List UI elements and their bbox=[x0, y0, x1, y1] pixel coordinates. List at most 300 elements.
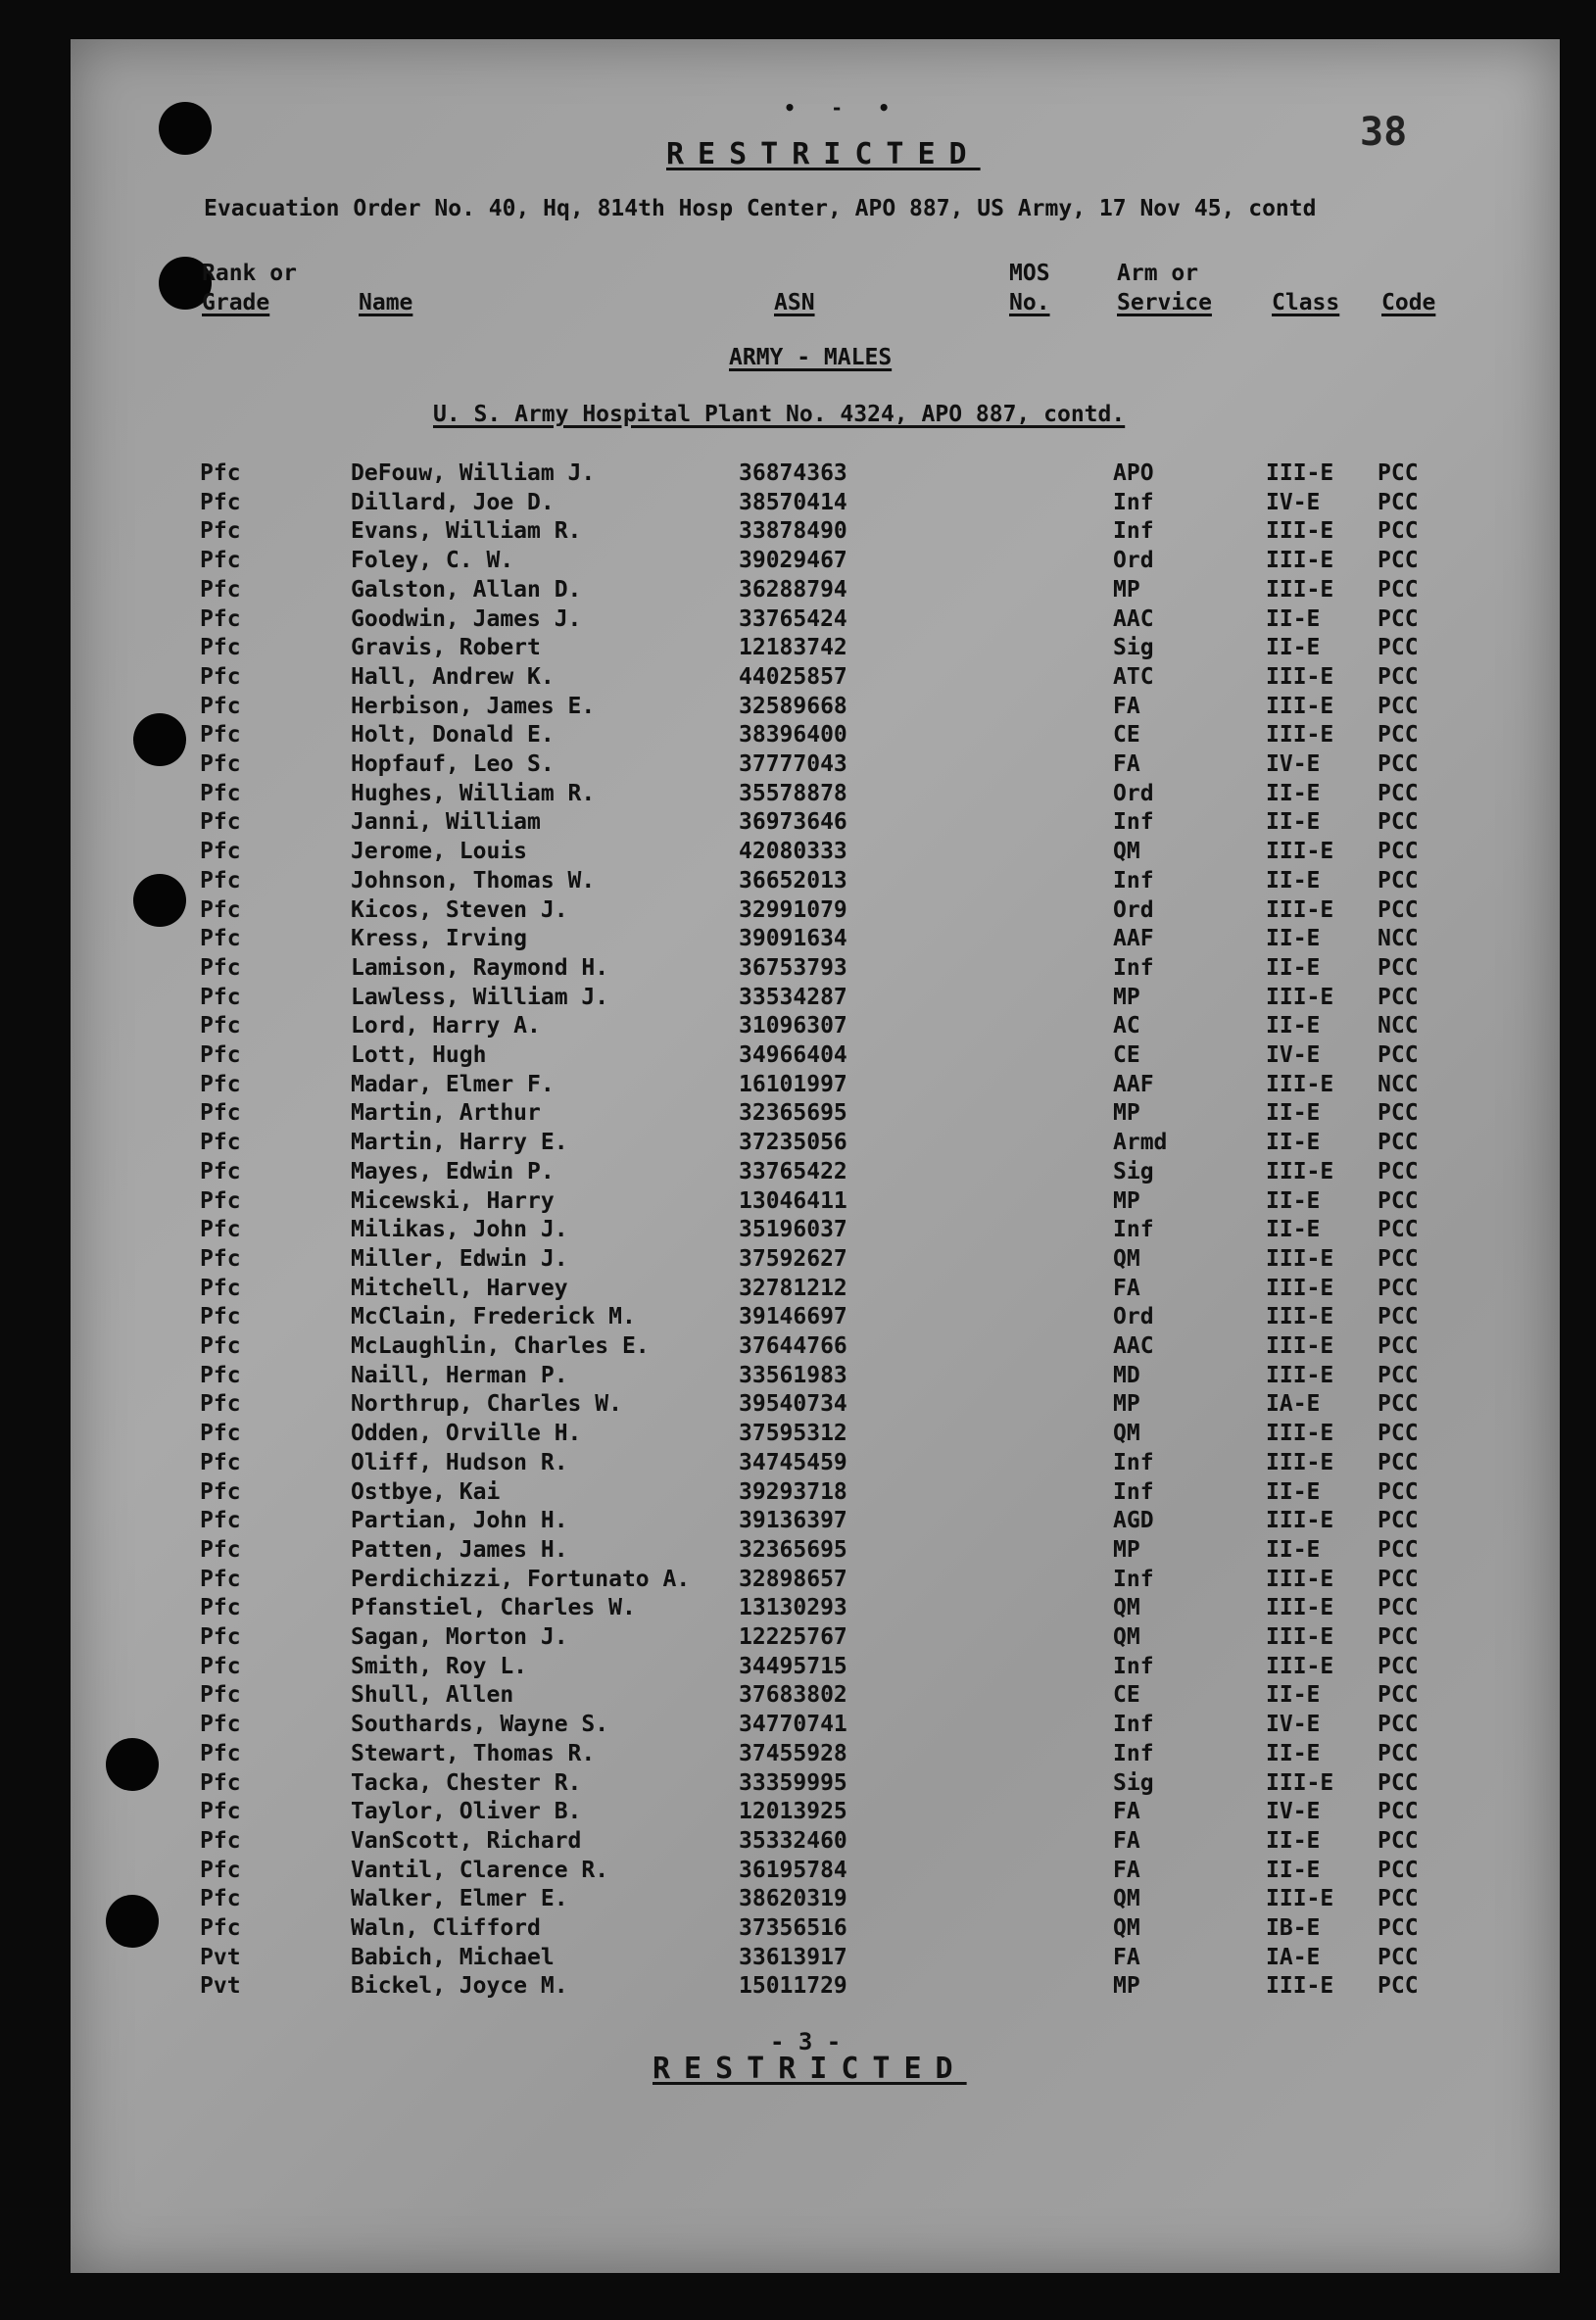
table-row bbox=[0, 897, 1596, 927]
cell-code: PCC bbox=[1378, 518, 1419, 544]
cell-asn: 13046411 bbox=[739, 1188, 847, 1214]
cell-grade: Pfc bbox=[200, 1508, 241, 1533]
cell-code: NCC bbox=[1378, 1013, 1419, 1039]
cell-asn: 33765424 bbox=[739, 606, 847, 632]
cell-asn: 37592627 bbox=[739, 1246, 847, 1272]
cell-asn: 36652013 bbox=[739, 868, 847, 894]
cell-asn: 33878490 bbox=[739, 518, 847, 544]
table-row bbox=[0, 1537, 1596, 1567]
cell-name: Galston, Allan D. bbox=[351, 577, 582, 603]
cell-class: II-E bbox=[1266, 1217, 1321, 1242]
cell-class: III-E bbox=[1266, 1886, 1334, 1911]
cell-arm: Ord bbox=[1113, 548, 1154, 573]
cell-asn: 38620319 bbox=[739, 1886, 847, 1911]
cell-arm: AGD bbox=[1113, 1508, 1154, 1533]
cell-code: PCC bbox=[1378, 1945, 1419, 1970]
cell-asn: 12013925 bbox=[739, 1799, 847, 1824]
cell-code: PCC bbox=[1378, 1828, 1419, 1854]
cell-name: Taylor, Oliver B. bbox=[351, 1799, 582, 1824]
table-row bbox=[0, 1130, 1596, 1159]
table-row bbox=[0, 518, 1596, 548]
cell-class: III-E bbox=[1266, 1624, 1334, 1650]
table-row bbox=[0, 1217, 1596, 1246]
table-row bbox=[0, 1945, 1596, 1974]
cell-arm: QM bbox=[1113, 1915, 1140, 1941]
table-row bbox=[0, 1741, 1596, 1770]
cell-asn: 39293718 bbox=[739, 1479, 847, 1505]
cell-name: Martin, Harry E. bbox=[351, 1130, 568, 1155]
cell-code: PCC bbox=[1378, 1217, 1419, 1242]
cell-arm: QM bbox=[1113, 1624, 1140, 1650]
table-row bbox=[0, 1450, 1596, 1479]
cell-class: II-E bbox=[1266, 1479, 1321, 1505]
cell-name: Vantil, Clarence R. bbox=[351, 1858, 609, 1883]
cell-name: Goodwin, James J. bbox=[351, 606, 582, 632]
cell-code: PCC bbox=[1378, 577, 1419, 603]
cell-arm: MP bbox=[1113, 1391, 1140, 1417]
cell-name: VanScott, Richard bbox=[351, 1828, 582, 1854]
cell-arm: QM bbox=[1113, 1595, 1140, 1620]
punch-hole bbox=[159, 102, 212, 155]
cell-arm: CE bbox=[1113, 1682, 1140, 1708]
cell-name: Foley, C. W. bbox=[351, 548, 514, 573]
cell-grade: Pfc bbox=[200, 926, 241, 951]
cell-asn: 34745459 bbox=[739, 1450, 847, 1475]
cell-class: II-E bbox=[1266, 781, 1321, 806]
cell-arm: QM bbox=[1113, 839, 1140, 864]
cell-class: IV-E bbox=[1266, 490, 1321, 515]
cell-code: PCC bbox=[1378, 955, 1419, 981]
cell-grade: Pfc bbox=[200, 1042, 241, 1068]
cell-asn: 33561983 bbox=[739, 1363, 847, 1388]
table-row bbox=[0, 926, 1596, 955]
cell-class: III-E bbox=[1266, 1304, 1334, 1329]
cell-name: Kress, Irving bbox=[351, 926, 528, 951]
table-row bbox=[0, 781, 1596, 810]
table-row bbox=[0, 635, 1596, 664]
cell-code: NCC bbox=[1378, 1072, 1419, 1097]
cell-name: Johnson, Thomas W. bbox=[351, 868, 596, 894]
cell-name: Pfanstiel, Charles W. bbox=[351, 1595, 636, 1620]
cell-asn: 15011729 bbox=[739, 1973, 847, 1999]
cell-code: PCC bbox=[1378, 1333, 1419, 1359]
table-row bbox=[0, 722, 1596, 751]
cell-name: Lawless, William J. bbox=[351, 985, 609, 1010]
cell-arm: Inf bbox=[1113, 1217, 1154, 1242]
cell-class: II-E bbox=[1266, 1100, 1321, 1126]
cell-class: III-E bbox=[1266, 1421, 1334, 1446]
cell-name: Partian, John H. bbox=[351, 1508, 568, 1533]
cell-code: PCC bbox=[1378, 1450, 1419, 1475]
cell-code: PCC bbox=[1378, 1276, 1419, 1301]
cell-arm: MP bbox=[1113, 1100, 1140, 1126]
cell-code: PCC bbox=[1378, 1421, 1419, 1446]
cell-name: Oliff, Hudson R. bbox=[351, 1450, 568, 1475]
cell-asn: 16101997 bbox=[739, 1072, 847, 1097]
table-row bbox=[0, 985, 1596, 1014]
cell-grade: Pfc bbox=[200, 635, 241, 660]
cell-class: II-E bbox=[1266, 1828, 1321, 1854]
cell-grade: Pfc bbox=[200, 751, 241, 777]
col-mos-line2: No. bbox=[1009, 290, 1050, 315]
cell-code: PCC bbox=[1378, 751, 1419, 777]
table-row bbox=[0, 1246, 1596, 1276]
cell-asn: 34966404 bbox=[739, 1042, 847, 1068]
cell-code: PCC bbox=[1378, 897, 1419, 923]
cell-grade: Pfc bbox=[200, 577, 241, 603]
cell-asn: 34770741 bbox=[739, 1712, 847, 1737]
cell-code: PCC bbox=[1378, 1508, 1419, 1533]
cell-grade: Pfc bbox=[200, 694, 241, 719]
cell-name: Micewski, Harry bbox=[351, 1188, 555, 1214]
cell-arm: APO bbox=[1113, 460, 1154, 486]
cell-class: II-E bbox=[1266, 606, 1321, 632]
order-line: Evacuation Order No. 40, Hq, 814th Hosp Center, APO 887, US Army, 17 Nov 45, contd bbox=[204, 196, 1317, 221]
cell-code: PCC bbox=[1378, 1042, 1419, 1068]
cell-asn: 32365695 bbox=[739, 1537, 847, 1563]
cell-name: Hall, Andrew K. bbox=[351, 664, 555, 690]
cell-name: Perdichizzi, Fortunato A. bbox=[351, 1567, 691, 1592]
cell-code: PCC bbox=[1378, 548, 1419, 573]
cell-grade: Pfc bbox=[200, 955, 241, 981]
cell-arm: Sig bbox=[1113, 1159, 1154, 1184]
cell-class: III-E bbox=[1266, 664, 1334, 690]
cell-arm: AAF bbox=[1113, 926, 1154, 951]
cell-code: PCC bbox=[1378, 809, 1419, 835]
cell-arm: AC bbox=[1113, 1013, 1140, 1039]
col-mos-line1: MOS bbox=[1009, 261, 1050, 286]
table-row bbox=[0, 1391, 1596, 1421]
cell-class: IV-E bbox=[1266, 751, 1321, 777]
cell-grade: Pfc bbox=[200, 1217, 241, 1242]
cell-asn: 37683802 bbox=[739, 1682, 847, 1708]
table-row bbox=[0, 1858, 1596, 1887]
cell-class: III-E bbox=[1266, 1159, 1334, 1184]
cell-class: II-E bbox=[1266, 926, 1321, 951]
cell-code: PCC bbox=[1378, 1391, 1419, 1417]
cell-arm: MP bbox=[1113, 577, 1140, 603]
cell-class: III-E bbox=[1266, 518, 1334, 544]
table-row bbox=[0, 955, 1596, 985]
cell-name: Bickel, Joyce M. bbox=[351, 1973, 568, 1999]
cell-grade: Pfc bbox=[200, 1537, 241, 1563]
cell-arm: AAC bbox=[1113, 1333, 1154, 1359]
table-row bbox=[0, 664, 1596, 694]
table-row bbox=[0, 1188, 1596, 1218]
table-row bbox=[0, 1072, 1596, 1101]
cell-class: III-E bbox=[1266, 1654, 1334, 1679]
cell-class: II-E bbox=[1266, 809, 1321, 835]
cell-arm: QM bbox=[1113, 1886, 1140, 1911]
cell-grade: Pfc bbox=[200, 1915, 241, 1941]
cell-name: Miller, Edwin J. bbox=[351, 1246, 568, 1272]
cell-class: II-E bbox=[1266, 1537, 1321, 1563]
cell-grade: Pfc bbox=[200, 809, 241, 835]
cell-code: PCC bbox=[1378, 1973, 1419, 1999]
cell-class: III-E bbox=[1266, 1363, 1334, 1388]
cell-class: III-E bbox=[1266, 1246, 1334, 1272]
cell-name: Kicos, Steven J. bbox=[351, 897, 568, 923]
table-row bbox=[0, 839, 1596, 868]
cell-name: Herbison, James E. bbox=[351, 694, 596, 719]
cell-name: Mitchell, Harvey bbox=[351, 1276, 568, 1301]
table-row bbox=[0, 1333, 1596, 1363]
cell-grade: Pfc bbox=[200, 1100, 241, 1126]
cell-grade: Pfc bbox=[200, 1130, 241, 1155]
table-row bbox=[0, 868, 1596, 897]
cell-grade: Pfc bbox=[200, 1188, 241, 1214]
table-row bbox=[0, 1712, 1596, 1741]
cell-asn: 12225767 bbox=[739, 1624, 847, 1650]
cell-class: III-E bbox=[1266, 1973, 1334, 1999]
cell-code: PCC bbox=[1378, 1100, 1419, 1126]
cell-arm: Inf bbox=[1113, 955, 1154, 981]
cell-name: McLaughlin, Charles E. bbox=[351, 1333, 650, 1359]
cell-code: PCC bbox=[1378, 1858, 1419, 1883]
table-row bbox=[0, 1595, 1596, 1624]
cell-name: Waln, Clifford bbox=[351, 1915, 541, 1941]
cell-name: Sagan, Morton J. bbox=[351, 1624, 568, 1650]
cell-name: Odden, Orville H. bbox=[351, 1421, 582, 1446]
cell-grade: Pfc bbox=[200, 1567, 241, 1592]
cell-name: Jerome, Louis bbox=[351, 839, 528, 864]
col-arm-line1: Arm or bbox=[1117, 261, 1199, 286]
cell-asn: 38570414 bbox=[739, 490, 847, 515]
cell-asn: 37595312 bbox=[739, 1421, 847, 1446]
cell-asn: 37777043 bbox=[739, 751, 847, 777]
cell-code: PCC bbox=[1378, 781, 1419, 806]
cell-grade: Pfc bbox=[200, 1624, 241, 1650]
cell-arm: Ord bbox=[1113, 1304, 1154, 1329]
cell-name: Smith, Roy L. bbox=[351, 1654, 528, 1679]
cell-name: Southards, Wayne S. bbox=[351, 1712, 609, 1737]
cell-grade: Pfc bbox=[200, 1741, 241, 1766]
cell-grade: Pfc bbox=[200, 1159, 241, 1184]
cell-class: II-E bbox=[1266, 1682, 1321, 1708]
cell-grade: Pfc bbox=[200, 839, 241, 864]
cell-asn: 33765422 bbox=[739, 1159, 847, 1184]
cell-code: PCC bbox=[1378, 694, 1419, 719]
cell-grade: Pfc bbox=[200, 1013, 241, 1039]
cell-class: III-E bbox=[1266, 1333, 1334, 1359]
cell-arm: Inf bbox=[1113, 1712, 1154, 1737]
section-army-males: ARMY - MALES bbox=[729, 345, 893, 370]
cell-grade: Pfc bbox=[200, 548, 241, 573]
cell-class: IV-E bbox=[1266, 1712, 1321, 1737]
page-number: - 3 - bbox=[770, 2028, 842, 2055]
cell-grade: Pfc bbox=[200, 1886, 241, 1911]
cell-asn: 35578878 bbox=[739, 781, 847, 806]
cell-asn: 42080333 bbox=[739, 839, 847, 864]
cell-name: Walker, Elmer E. bbox=[351, 1886, 568, 1911]
cell-asn: 32365695 bbox=[739, 1100, 847, 1126]
cell-asn: 39029467 bbox=[739, 548, 847, 573]
cell-arm: QM bbox=[1113, 1421, 1140, 1446]
table-row bbox=[0, 809, 1596, 839]
restricted-footer: RESTRICTED bbox=[653, 2052, 967, 2086]
cell-arm: CE bbox=[1113, 722, 1140, 748]
cell-class: IB-E bbox=[1266, 1915, 1321, 1941]
cell-code: PCC bbox=[1378, 1188, 1419, 1214]
cell-asn: 36973646 bbox=[739, 809, 847, 835]
cell-grade: Pfc bbox=[200, 1421, 241, 1446]
cell-code: PCC bbox=[1378, 868, 1419, 894]
cell-arm: ATC bbox=[1113, 664, 1154, 690]
table-row bbox=[0, 606, 1596, 636]
table-row bbox=[0, 694, 1596, 723]
cell-class: III-E bbox=[1266, 694, 1334, 719]
cell-asn: 39136397 bbox=[739, 1508, 847, 1533]
table-row bbox=[0, 1886, 1596, 1915]
cell-arm: MP bbox=[1113, 1973, 1140, 1999]
table-row bbox=[0, 1100, 1596, 1130]
cell-code: PCC bbox=[1378, 1304, 1419, 1329]
cell-name: Hopfauf, Leo S. bbox=[351, 751, 555, 777]
table-row bbox=[0, 1915, 1596, 1945]
cell-code: PCC bbox=[1378, 1712, 1419, 1737]
cell-asn: 32781212 bbox=[739, 1276, 847, 1301]
table-row bbox=[0, 1276, 1596, 1305]
cell-class: III-E bbox=[1266, 1072, 1334, 1097]
cell-arm: FA bbox=[1113, 1799, 1140, 1824]
cell-asn: 36195784 bbox=[739, 1858, 847, 1883]
cell-name: Janni, William bbox=[351, 809, 541, 835]
cell-arm: FA bbox=[1113, 1828, 1140, 1854]
page-corner-mark: 38 bbox=[1360, 110, 1408, 155]
cell-class: II-E bbox=[1266, 1130, 1321, 1155]
cell-grade: Pfc bbox=[200, 1072, 241, 1097]
cell-class: II-E bbox=[1266, 868, 1321, 894]
cell-code: PCC bbox=[1378, 1363, 1419, 1388]
cell-class: IV-E bbox=[1266, 1042, 1321, 1068]
cell-arm: MP bbox=[1113, 1188, 1140, 1214]
cell-arm: FA bbox=[1113, 1945, 1140, 1970]
cell-grade: Pfc bbox=[200, 460, 241, 486]
cell-code: PCC bbox=[1378, 1654, 1419, 1679]
cell-grade: Pfc bbox=[200, 1595, 241, 1620]
cell-arm: Armd bbox=[1113, 1130, 1168, 1155]
cell-asn: 31096307 bbox=[739, 1013, 847, 1039]
cell-asn: 36874363 bbox=[739, 460, 847, 486]
cell-class: III-E bbox=[1266, 722, 1334, 748]
cell-name: Evans, William R. bbox=[351, 518, 582, 544]
table-row bbox=[0, 460, 1596, 490]
cell-asn: 38396400 bbox=[739, 722, 847, 748]
cell-arm: Inf bbox=[1113, 518, 1154, 544]
cell-name: Naill, Herman P. bbox=[351, 1363, 568, 1388]
cell-class: II-E bbox=[1266, 1013, 1321, 1039]
cell-code: PCC bbox=[1378, 1886, 1419, 1911]
cell-arm: AAF bbox=[1113, 1072, 1154, 1097]
cell-arm: FA bbox=[1113, 1858, 1140, 1883]
cell-code: PCC bbox=[1378, 722, 1419, 748]
cell-asn: 44025857 bbox=[739, 664, 847, 690]
cell-code: PCC bbox=[1378, 1595, 1419, 1620]
cell-grade: Pfc bbox=[200, 1391, 241, 1417]
cell-grade: Pfc bbox=[200, 1654, 241, 1679]
cell-arm: Inf bbox=[1113, 1654, 1154, 1679]
table-row bbox=[0, 1479, 1596, 1509]
table-row bbox=[0, 1508, 1596, 1537]
cell-asn: 37644766 bbox=[739, 1333, 847, 1359]
cell-class: III-E bbox=[1266, 1276, 1334, 1301]
cell-asn: 33613917 bbox=[739, 1945, 847, 1970]
cell-grade: Pfc bbox=[200, 722, 241, 748]
cell-asn: 32991079 bbox=[739, 897, 847, 923]
cell-grade: Pfc bbox=[200, 1276, 241, 1301]
cell-arm: FA bbox=[1113, 1276, 1140, 1301]
table-row bbox=[0, 1567, 1596, 1596]
cell-code: NCC bbox=[1378, 926, 1419, 951]
cell-code: PCC bbox=[1378, 490, 1419, 515]
cell-class: III-E bbox=[1266, 839, 1334, 864]
table-row bbox=[0, 1682, 1596, 1712]
table-row bbox=[0, 1828, 1596, 1858]
cell-asn: 32898657 bbox=[739, 1567, 847, 1592]
col-class: Class bbox=[1272, 290, 1340, 315]
cell-name: Lamison, Raymond H. bbox=[351, 955, 609, 981]
cell-class: III-E bbox=[1266, 897, 1334, 923]
cell-arm: MD bbox=[1113, 1363, 1140, 1388]
col-code: Code bbox=[1381, 290, 1436, 315]
cell-grade: Pfc bbox=[200, 1363, 241, 1388]
cell-code: PCC bbox=[1378, 1770, 1419, 1796]
cell-grade: Pfc bbox=[200, 664, 241, 690]
cell-code: PCC bbox=[1378, 839, 1419, 864]
table-row bbox=[0, 577, 1596, 606]
cell-code: PCC bbox=[1378, 1799, 1419, 1824]
cell-grade: Pfc bbox=[200, 1304, 241, 1329]
table-row bbox=[0, 1624, 1596, 1654]
cell-name: Stewart, Thomas R. bbox=[351, 1741, 596, 1766]
cell-code: PCC bbox=[1378, 1682, 1419, 1708]
cell-grade: Pfc bbox=[200, 1450, 241, 1475]
cell-grade: Pfc bbox=[200, 490, 241, 515]
cell-class: III-E bbox=[1266, 460, 1334, 486]
table-row bbox=[0, 1654, 1596, 1683]
cell-name: Lott, Hugh bbox=[351, 1042, 487, 1068]
cell-arm: Sig bbox=[1113, 635, 1154, 660]
table-row bbox=[0, 751, 1596, 781]
cell-name: Ostbye, Kai bbox=[351, 1479, 501, 1505]
cell-arm: Inf bbox=[1113, 868, 1154, 894]
cell-name: Shull, Allen bbox=[351, 1682, 514, 1708]
cell-class: IA-E bbox=[1266, 1391, 1321, 1417]
cell-arm: MP bbox=[1113, 985, 1140, 1010]
cell-class: II-E bbox=[1266, 1188, 1321, 1214]
cell-asn: 37356516 bbox=[739, 1915, 847, 1941]
cell-code: PCC bbox=[1378, 1624, 1419, 1650]
cell-arm: Inf bbox=[1113, 1479, 1154, 1505]
section-plant: U. S. Army Hospital Plant No. 4324, APO 887, contd. bbox=[433, 402, 1126, 427]
cell-arm: Inf bbox=[1113, 1567, 1154, 1592]
cell-grade: Pfc bbox=[200, 781, 241, 806]
cell-code: PCC bbox=[1378, 606, 1419, 632]
cell-arm: CE bbox=[1113, 1042, 1140, 1068]
cell-class: IV-E bbox=[1266, 1799, 1321, 1824]
col-grade-line1: Rank or bbox=[202, 261, 297, 286]
cell-grade: Pfc bbox=[200, 897, 241, 923]
cell-code: PCC bbox=[1378, 1537, 1419, 1563]
cell-name: Milikas, John J. bbox=[351, 1217, 568, 1242]
table-row bbox=[0, 1799, 1596, 1828]
cell-name: Holt, Donald E. bbox=[351, 722, 555, 748]
cell-code: PCC bbox=[1378, 460, 1419, 486]
top-marks: • - • bbox=[784, 96, 902, 120]
cell-class: II-E bbox=[1266, 635, 1321, 660]
cell-grade: Pfc bbox=[200, 1799, 241, 1824]
cell-arm: AAC bbox=[1113, 606, 1154, 632]
